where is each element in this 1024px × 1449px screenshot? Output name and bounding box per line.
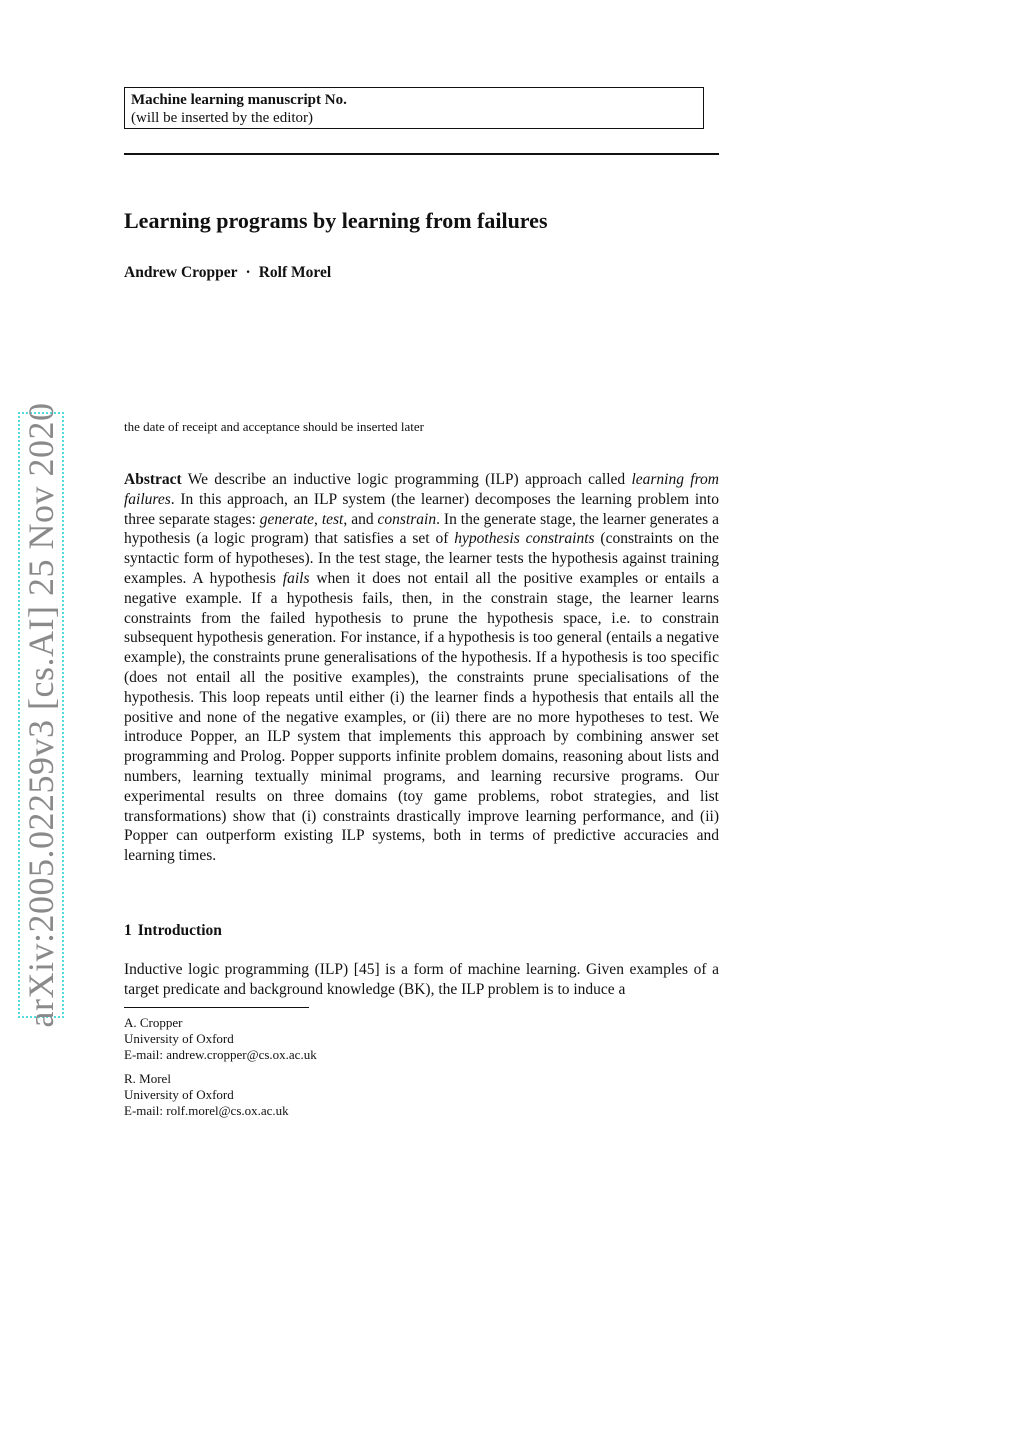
affiliation-name: A. Cropper — [124, 1015, 183, 1030]
abstract-emphasis: constrain — [377, 510, 437, 528]
arxiv-identifier: arXiv:2005.02259v3 [cs.AI] 25 Nov 2020 — [21, 402, 61, 1028]
affiliation-block — [124, 1071, 289, 1119]
affiliation-name: R. Morel — [124, 1071, 171, 1086]
abstract-text: , — [314, 510, 322, 528]
abstract-text: , and — [343, 510, 378, 528]
abstract-text: We describe an inductive logic programming (ILP) approach called — [187, 471, 632, 488]
abstract-emphasis: learning from failures — [124, 471, 719, 508]
paper-title: Learning programs by learning from failures — [124, 208, 548, 233]
abstract — [124, 470, 719, 866]
abstract-emphasis: generate — [259, 510, 315, 528]
affiliation-institution: University of Oxford — [124, 1087, 234, 1102]
section-number: 1 — [124, 922, 132, 939]
abstract-emphasis: fails — [282, 569, 310, 587]
author-list — [124, 264, 331, 282]
received-note: the date of receipt and acceptance should be inserted later — [124, 419, 424, 434]
section-heading — [124, 922, 222, 940]
author-separator: · — [245, 264, 251, 281]
abstract-text: . In the generate stage, the learner generates a hypothesis (a logic program) that satisfies a set of — [124, 510, 719, 548]
affiliation-institution: University of Oxford — [124, 1031, 234, 1046]
affiliation-email: E-mail: rolf.morel@cs.ox.ac.uk — [124, 1103, 289, 1118]
affiliation-block — [124, 1015, 317, 1063]
abstract-text: (constraints on the syntactic form of hypotheses). In the test stage, the learner tests the hypothesis against training examples. A hypothesis — [124, 530, 719, 587]
author-name: Rolf Morel — [258, 264, 332, 281]
section-title: Introduction — [137, 922, 222, 939]
manuscript-note: (will be inserted by the editor) — [131, 110, 314, 126]
abstract-body — [124, 471, 719, 864]
affiliation-email: E-mail: andrew.cropper@cs.ox.ac.uk — [124, 1047, 317, 1062]
intro-paragraph: Inductive logic programming (ILP) [45] is a form of machine learning. Given examples of a target predicate and background knowledge (BK), the ILP problem is to induce a — [124, 961, 719, 998]
abstract-emphasis: test — [321, 510, 344, 528]
footnote-rule — [124, 1007, 309, 1008]
abstract-label: Abstract — [124, 471, 182, 488]
manuscript-header-box — [124, 87, 704, 129]
header-rule — [124, 153, 719, 155]
arxiv-stamp — [18, 402, 64, 1028]
manuscript-title: Machine learning manuscript No. — [131, 92, 347, 108]
abstract-text: . In this approach, an ILP system (the learner) decomposes the learning problem into three separate stages: — [124, 490, 719, 528]
abstract-text: when it does not entail all the positive examples or entails a negative example. If a hypothesis fails, then, in the constrain stage, the learner learns constraints from the failed hypothesis to prune the hypothesis space, i.e. to constrain subsequent hypothesis generation. For instance, if a hypothesis is too general (entails a negative example), the constraints prune generalisations of the hypothesis. If a hypothesis is too specific (does not entail all the positive examples), the constraints prune specialisations of the hypothesis. This loop repeats until either (i) the learner finds a hypothesis that entails all the positive and none of the negative examples, or (ii) there are no more hypotheses to test. We introduce Popper, an ILP system that implements this approach by combining answer set programming and Prolog. Popper supports infinite problem domains, reasoning about lists and numbers, learning textually minimal programs, and learning recursive programs. Our experimental results on three domains (toy game problems, robot strategies, and list transformations) show that (i) constraints drastically improve learning performance, and (ii) Popper can outperform existing ILP systems, both in terms of predictive accuracies and learning times. — [124, 569, 719, 865]
author-name: Andrew Cropper — [124, 264, 238, 281]
abstract-emphasis: hypothesis constraints — [454, 530, 595, 548]
